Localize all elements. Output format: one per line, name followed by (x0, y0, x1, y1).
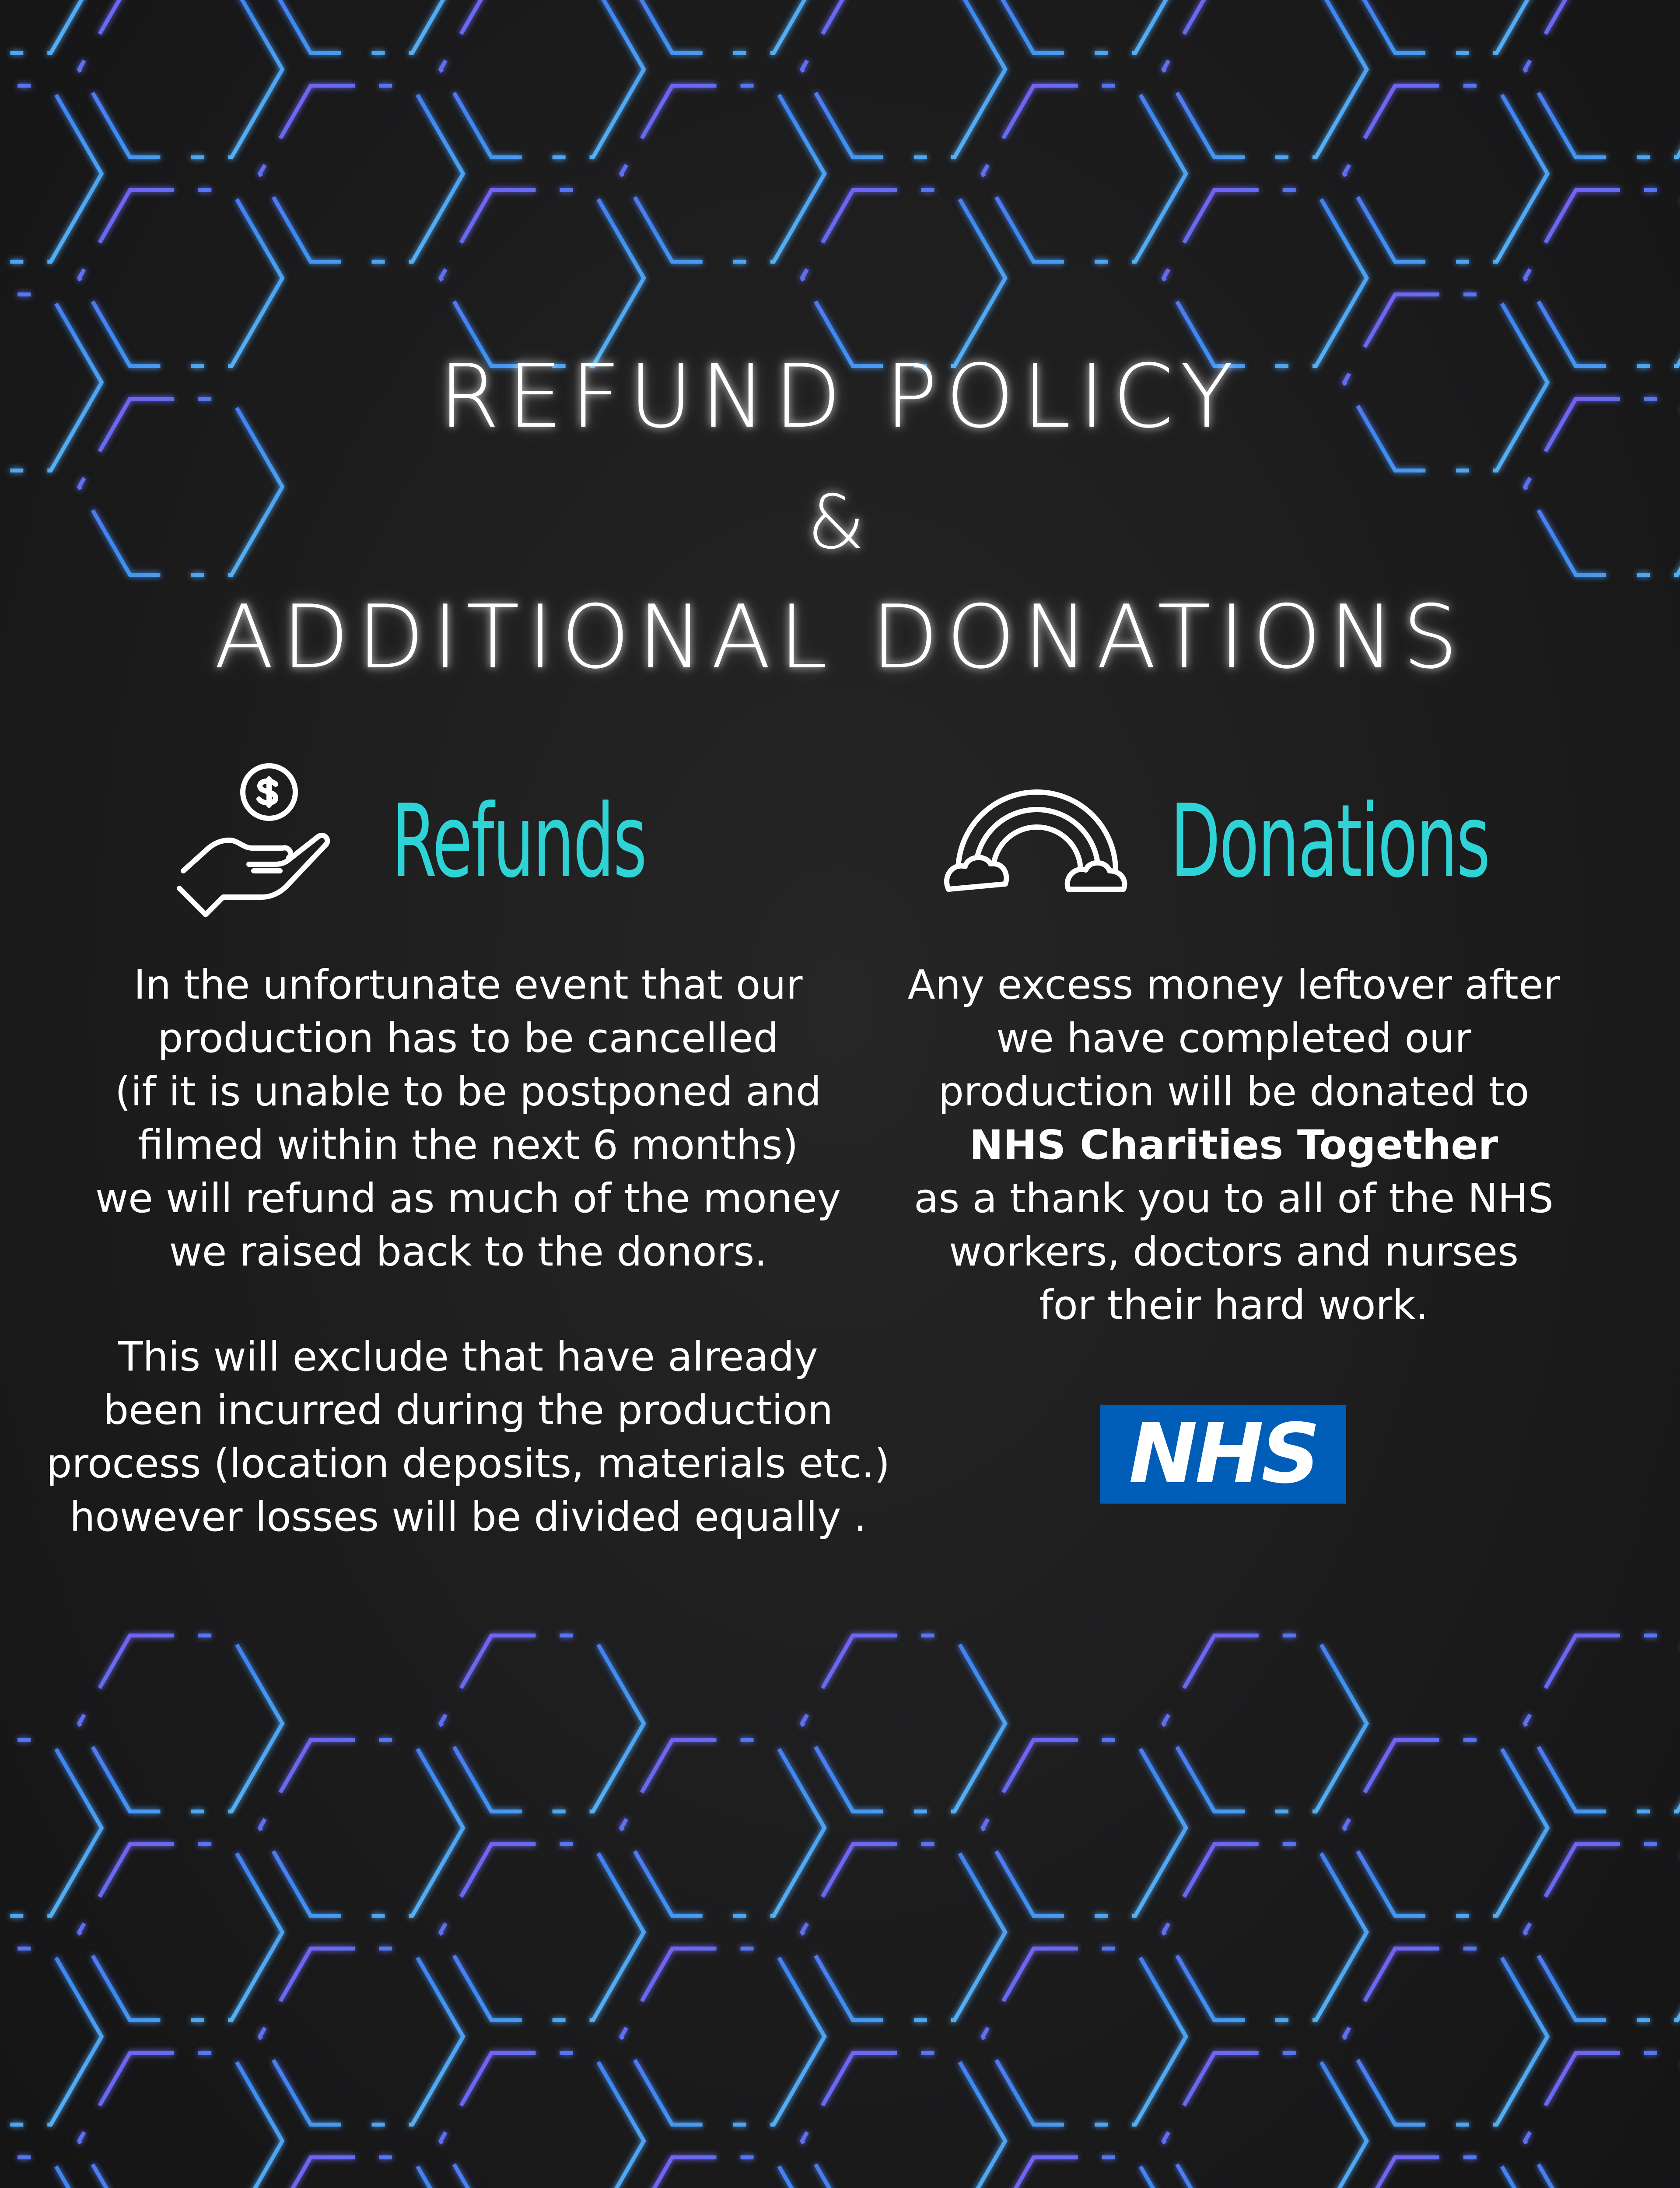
title-line-refund-policy: REFUND POLICY (438, 346, 1242, 448)
refund-paragraph-1-line: filmed within the next 6 months) (138, 1122, 798, 1168)
refund-paragraph-1-line: (if it is unable to be postponed and (115, 1068, 822, 1115)
hexagon-outline (441, 1844, 644, 2020)
donation-paragraph-line: workers, doctors and nurses (948, 1228, 1519, 1275)
title-ampersand: & (807, 479, 873, 566)
hexagon-outline (79, 1635, 282, 1811)
hexagon-outline (1344, 1949, 1547, 2125)
refund-paragraph-2-line: been incurred during the production (103, 1387, 833, 1434)
hexagon-outline (802, 190, 1005, 366)
hexagon-outline (79, 0, 282, 158)
hexagon-outline (0, 1949, 102, 2125)
hexagon-outline (1525, 2053, 1680, 2188)
hexagon-outline (79, 190, 282, 366)
hexagon-outline (1344, 0, 1547, 53)
hexagon-outline (0, 86, 102, 262)
refund-paragraph-2-line: however losses will be divided equally . (70, 1494, 867, 1540)
hexagon-outline (621, 86, 824, 262)
hexagon-outline (260, 0, 463, 53)
donation-paragraph-line: as a thank you to all of the NHS (914, 1175, 1554, 1222)
hexagon-outline (441, 1635, 644, 1811)
hexagon-outline (260, 1949, 463, 2125)
donation-paragraph-line: we have completed our (996, 1015, 1471, 1062)
hexagon-outline (983, 86, 1186, 262)
refund-paragraph-1-line: we will refund as much of the money (95, 1175, 841, 1222)
refund-paragraph-2-line: process (location deposits, materials etc.) (46, 1440, 890, 1487)
refunds-heading: Refunds (392, 783, 646, 900)
hexagon-outline (802, 1635, 1005, 1811)
hexagon-outline (1344, 2157, 1547, 2188)
hexagon-outline (621, 0, 824, 53)
hexagon-outline (0, 1740, 102, 1916)
hexagon-outline (621, 1949, 824, 2125)
hexagon-outline (1525, 1844, 1680, 2020)
hexagon-outline (621, 2157, 824, 2188)
hexagon-outline (441, 0, 644, 158)
donation-paragraph (875, 958, 1592, 1332)
hexagon-outline (983, 1740, 1186, 1916)
hexagon-outline (441, 190, 644, 366)
hexagon-outline (0, 2157, 102, 2188)
refund-paragraph-1-line: we raised back to the donors. (169, 1228, 767, 1275)
hexagon-outline (621, 1740, 824, 1916)
charity-name: NHS Charities Together (969, 1122, 1498, 1168)
hexagon-outline (1164, 1844, 1367, 2020)
hexagon-outline (260, 2157, 463, 2188)
hexagon-outline (1344, 86, 1547, 262)
hexagon-outline (79, 1844, 282, 2020)
hexagon-outline (260, 86, 463, 262)
hexagon-outline (1164, 190, 1367, 366)
rainbow-clouds-icon (941, 788, 1133, 901)
donation-paragraph-line: for their hard work. (1039, 1282, 1428, 1329)
hexagon-outline (441, 2053, 644, 2188)
nhs-logo-text: NHS (1128, 1406, 1318, 1502)
refund-paragraph-1-line: In the unfortunate event that our (133, 961, 803, 1008)
hexagon-outline (1525, 1635, 1680, 1811)
hexagon-outline (802, 2053, 1005, 2188)
nhs-logo (1100, 1405, 1346, 1504)
donation-paragraph-line: production will be donated to (938, 1068, 1530, 1115)
refund-paragraph-1-line: production has to be cancelled (158, 1015, 779, 1062)
donation-paragraph-line: Any excess money leftover after (907, 961, 1560, 1008)
hexagon-outline (802, 0, 1005, 158)
hexagon-outline (1164, 0, 1367, 158)
hexagon-outline (1344, 1740, 1547, 1916)
hexagon-outline (1525, 190, 1680, 366)
hexagon-outline (983, 1949, 1186, 2125)
hand-holding-dollar-icon (171, 757, 341, 928)
hexagon-outline (983, 2157, 1186, 2188)
hexagon-outline (1525, 0, 1680, 158)
hexagon-outline (79, 2053, 282, 2188)
hexagon-outline (260, 1740, 463, 1916)
refund-paragraph-1 (26, 958, 910, 1279)
hexagon-outline (1164, 1635, 1367, 1811)
refund-paragraph-2 (26, 1330, 910, 1544)
hexagon-outline (0, 0, 102, 53)
refund-paragraph-2-line: This will exclude that have already (118, 1333, 818, 1380)
hexagon-outline (802, 1844, 1005, 2020)
hexagon-outline (983, 0, 1186, 53)
title-line-additional-donations: ADDITIONAL DONATIONS (214, 586, 1466, 688)
donations-heading: Donations (1170, 783, 1489, 900)
hexagon-outline (1164, 2053, 1367, 2188)
